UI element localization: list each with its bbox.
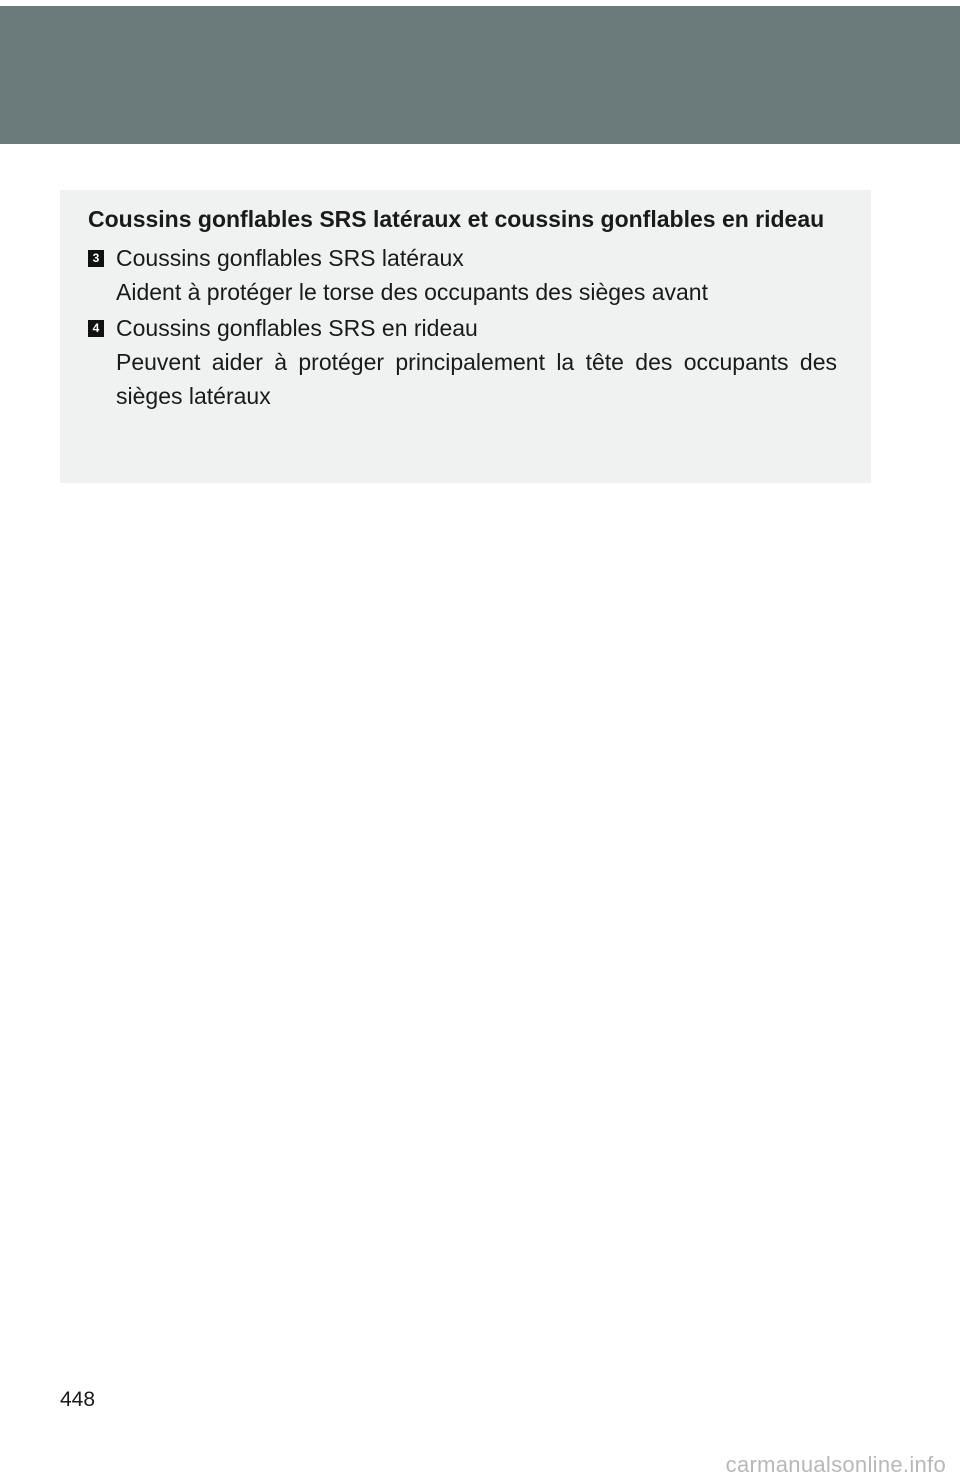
item-description: Aident à protéger le torse des occupants des sièges avant [116, 279, 708, 305]
page-number: 448 [60, 1388, 96, 1411]
header-band [0, 6, 960, 144]
item-number-badge: 4 [88, 320, 104, 337]
info-box [60, 190, 871, 483]
item-title: Coussins gonflables SRS latéraux [116, 245, 464, 271]
item-number-badge: 3 [88, 250, 104, 267]
list-item-4 [88, 311, 837, 413]
box-heading: Coussins gonflables SRS latéraux et coussins gonflables en rideau [88, 206, 825, 232]
item-description: Peuvent aider à protéger principalement la tête des occupants des sièges latéraux [116, 349, 837, 409]
watermark: carmanualsonline.info [725, 1452, 946, 1477]
item-title: Coussins gonflables SRS en rideau [116, 315, 478, 341]
list-item-3 [88, 241, 837, 309]
